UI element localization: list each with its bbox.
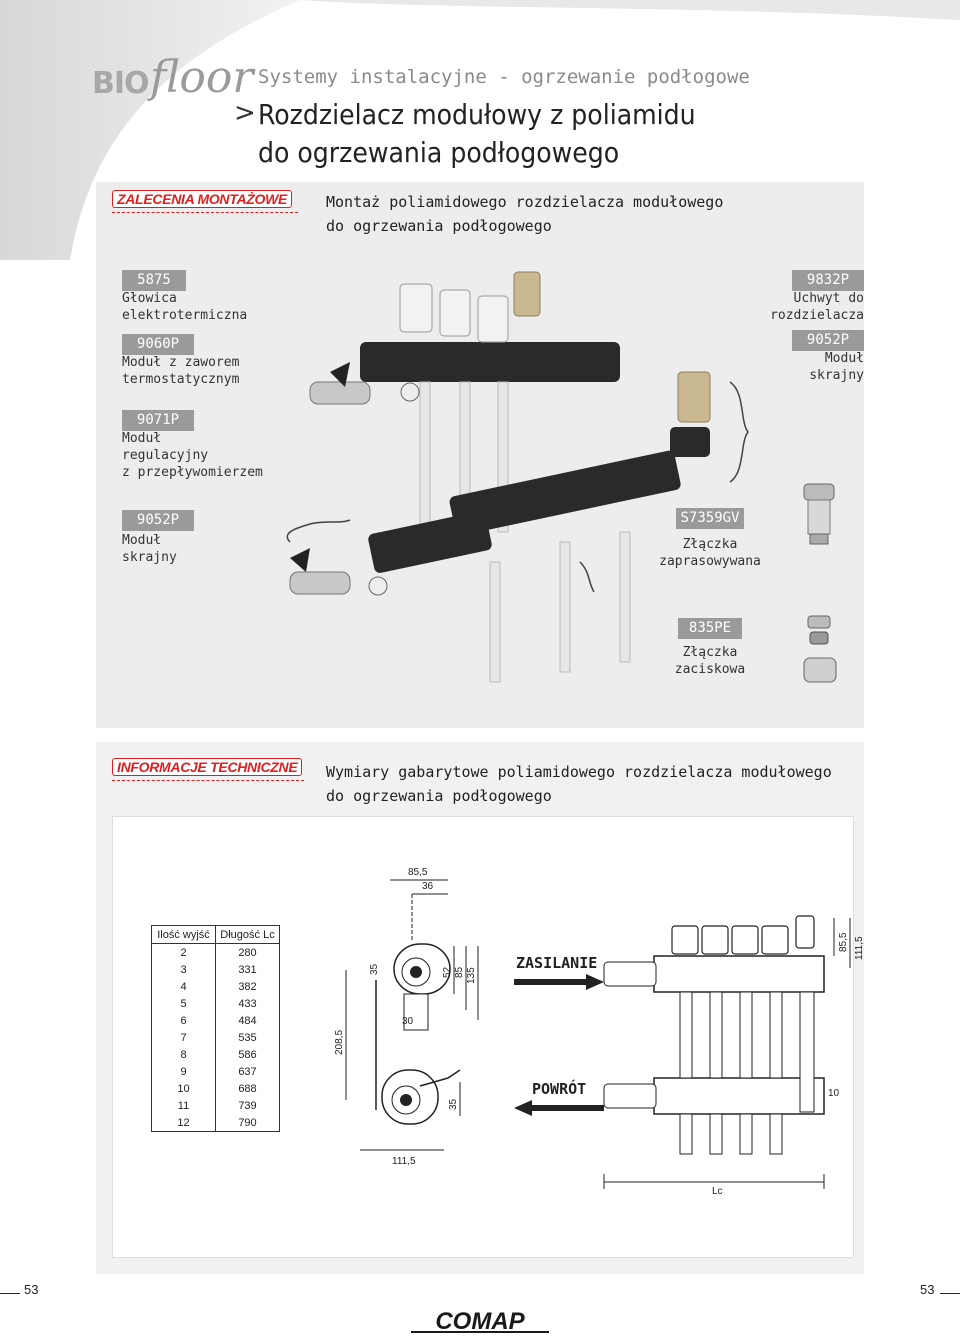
part-desc-line: rozdzielacza [770, 308, 864, 323]
part-code-s7359gv: S7359GV [676, 508, 744, 529]
table-cell: 3 [152, 961, 216, 978]
logo-floor: floor [150, 52, 254, 103]
part-desc-line: zaciskowa [674, 662, 746, 677]
table-cell: 6 [152, 1012, 216, 1029]
table-cell: 280 [216, 944, 280, 962]
part-code-835pe: 835PE [678, 618, 742, 639]
lower-manifold [290, 450, 682, 682]
part-code-9060p: 9060P [122, 334, 194, 355]
dim-85-5-top: 85,5 [408, 867, 428, 878]
table-row [152, 1012, 280, 1029]
front-view-drawing [596, 904, 866, 1194]
table-cell: 586 [216, 1046, 280, 1063]
table-row [152, 1046, 280, 1063]
table-cell: 484 [216, 1012, 280, 1029]
dim-36: 36 [422, 881, 434, 892]
part-desc-9060p [122, 354, 239, 388]
table-cell: 688 [216, 1080, 280, 1097]
part-desc-line: Moduł [122, 431, 162, 446]
table-cell: 535 [216, 1029, 280, 1046]
table-cell: 331 [216, 961, 280, 978]
page-title [258, 96, 898, 172]
part-desc-line: termostatycznym [122, 372, 240, 387]
part-desc-9052p-left [122, 532, 177, 566]
outlet-length-table [151, 925, 280, 1132]
fitting-835pe-photo [790, 612, 850, 702]
section-tag-underline [112, 780, 304, 781]
right-end-module [670, 372, 710, 457]
dim-35-top: 35 [369, 963, 380, 975]
part-desc-line: skrajny [809, 368, 864, 383]
part-desc-line: zaprasowywana [659, 554, 761, 569]
part-desc-line: Moduł [824, 351, 864, 366]
table-row [152, 978, 280, 995]
table-cell: 10 [152, 1080, 216, 1097]
page-title-line2: do ogrzewania podłogowego [258, 136, 620, 169]
technical-title [326, 760, 832, 808]
side-view-drawing [320, 860, 490, 1170]
part-code-9832p: 9832P [792, 270, 864, 291]
dim-10: 10 [828, 1088, 840, 1099]
table-cell: 4 [152, 978, 216, 995]
part-desc-line: Złączka [682, 645, 738, 660]
logo-bio: BIO [92, 66, 149, 101]
part-code-9052p-left: 9052P [122, 510, 194, 531]
part-desc-line: Moduł z zaworem [122, 355, 240, 370]
part-desc-line: Uchwyt do [793, 291, 864, 306]
table-cell: 382 [216, 978, 280, 995]
dim-135: 135 [466, 967, 477, 984]
part-desc-5875 [122, 290, 247, 324]
dim-111-5-right: 111,5 [854, 936, 865, 960]
part-desc-line: elektrotermiczna [122, 308, 248, 323]
supply-label: ZASILANIE [516, 954, 598, 972]
table-cell: 11 [152, 1097, 216, 1114]
comap-logo-text: COMAP [435, 1308, 525, 1334]
dim-lc: Lc [712, 1186, 723, 1194]
table-cell: 5 [152, 995, 216, 1012]
part-desc-line: skrajny [122, 550, 177, 565]
header-arrow: > [234, 98, 256, 128]
part-code-9052p-right: 9052P [792, 330, 864, 351]
assembly-title-line2: do ogrzewania podłogowego [326, 217, 552, 235]
assembly-title-line1: Montaż poliamidowego rozdzielacza modułowego [326, 193, 724, 211]
dim-85: 85 [454, 966, 465, 978]
table-row [152, 1063, 280, 1080]
assembly-title [326, 190, 723, 238]
dim-30: 30 [402, 1016, 414, 1027]
part-desc-9832p [764, 290, 864, 324]
table-cell: 790 [216, 1114, 280, 1132]
table-cell: 637 [216, 1063, 280, 1080]
table-cell: 8 [152, 1046, 216, 1063]
comap-logo [405, 1308, 555, 1334]
dim-111-5-bottom: 111,5 [392, 1156, 416, 1167]
part-code-5875: 5875 [122, 270, 186, 291]
table-cell: 12 [152, 1114, 216, 1132]
part-desc-9052p-right [764, 350, 864, 384]
page-title-line1: Rozdzielacz modułowy z poliamidu [258, 98, 696, 131]
dim-52: 52 [442, 966, 453, 978]
table-row [152, 1097, 280, 1114]
part-desc-9071p [122, 430, 263, 481]
table-row [152, 1114, 280, 1132]
table-row [152, 1080, 280, 1097]
table-row [152, 944, 280, 962]
table-row [152, 961, 280, 978]
table-cell: 433 [216, 995, 280, 1012]
table-cell: 7 [152, 1029, 216, 1046]
table-header: Długość Lc [216, 926, 280, 944]
fitting-s7359gv-photo [790, 480, 850, 550]
header-subtitle: Systemy instalacyjne - ogrzewanie podłogowe [258, 66, 750, 88]
page-number-right: 53 [920, 1282, 935, 1297]
page-number-left: 53 [24, 1282, 39, 1297]
table-row [152, 995, 280, 1012]
table-row [152, 1029, 280, 1046]
section-tag-assembly: ZALECENIA MONTAŻOWE [112, 190, 292, 208]
part-code-9071p: 9071P [122, 410, 194, 431]
part-desc-line: Złączka [682, 537, 738, 552]
table-header: Ilość wyjść [152, 926, 216, 944]
dim-35-bottom: 35 [448, 1098, 459, 1110]
part-desc-line: Moduł [122, 533, 162, 548]
table-cell: 9 [152, 1063, 216, 1080]
footer-rule-right [940, 1293, 960, 1294]
supply-arrow-icon [514, 974, 604, 990]
table-cell: 2 [152, 944, 216, 962]
technical-title-line2: do ogrzewania podłogowego [326, 787, 552, 805]
technical-title-line1: Wymiary gabarytowe poliamidowego rozdzielacza modułowego [326, 763, 832, 781]
dim-208-5: 208,5 [334, 1029, 345, 1055]
section-tag-technical: INFORMACJE TECHNICZNE [112, 758, 302, 776]
return-label: POWRÓT [532, 1080, 587, 1098]
part-desc-line: z przepływomierzem [122, 465, 263, 480]
return-arrow-icon [514, 1100, 604, 1116]
part-desc-line: Głowica [122, 291, 177, 306]
table-cell: 739 [216, 1097, 280, 1114]
part-desc-line: regulacyjny [122, 448, 209, 463]
manifold-exploded-photo [270, 262, 770, 702]
footer-rule-left [0, 1293, 20, 1294]
section-tag-underline [112, 212, 298, 213]
dim-85-5-right: 85,5 [838, 932, 849, 952]
